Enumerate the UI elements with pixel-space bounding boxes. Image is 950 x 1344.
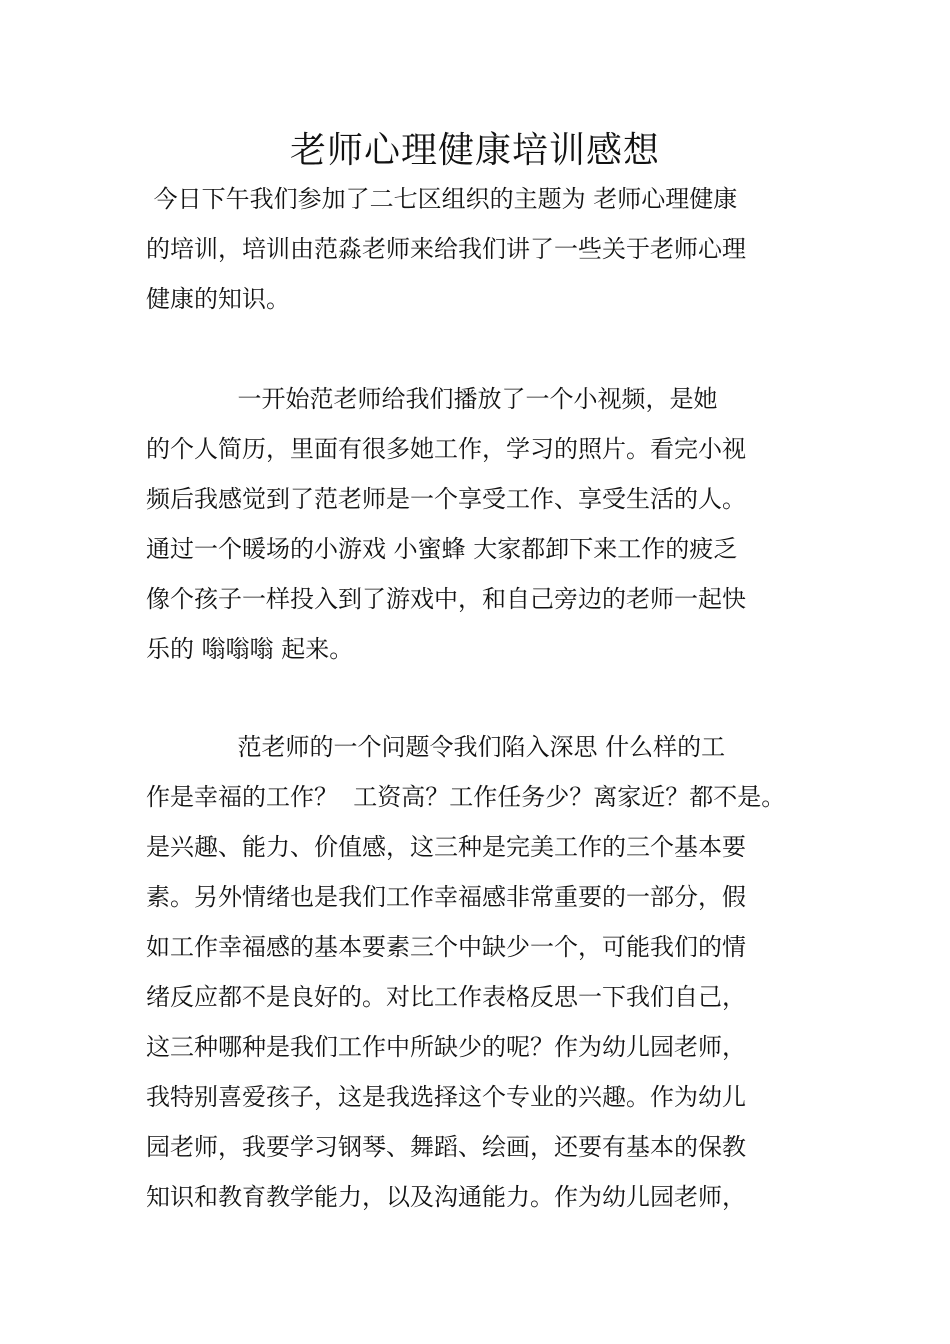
paragraph-3-line-7: 这三种哪种是我们工作中所缺少的呢？作为幼儿园老师， [146,1033,746,1061]
paragraph-3-line-1: 范老师的一个问题令我们陷入深思 什么样的工 [146,733,726,761]
paragraph-2-line-6: 乐的 嗡嗡嗡 起来。 [146,635,354,663]
paragraph-1-line-1: 今日下午我们参加了二七区组织的主题为 老师心理健康 [146,185,738,213]
paragraph-3-line-10: 知识和教育教学能力，以及沟通能力。作为幼儿园老师， [146,1183,746,1211]
paragraph-3-line-3: 是兴趣、能力、价值感，这三种是完美工作的三个基本要 [146,833,746,861]
paragraph-2-line-3: 频后我感觉到了范老师是一个享受工作、享受生活的人。 [146,485,746,513]
paragraph-2-line-5: 像个孩子一样投入到了游戏中，和自己旁边的老师一起快 [146,585,746,613]
paragraph-3-line-2: 作是幸福的工作？ 工资高？工作任务少？离家近？都不是。 [146,783,786,811]
paragraph-2-line-2: 的个人简历，里面有很多她工作，学习的照片。看完小视 [146,435,746,463]
paragraph-3-line-9: 园老师，我要学习钢琴、舞蹈、绘画，还要有基本的保教 [146,1133,746,1161]
paragraph-3-line-4: 素。另外情绪也是我们工作幸福感非常重要的一部分，假 [146,883,746,911]
paragraph-3-line-6: 绪反应都不是良好的。对比工作表格反思一下我们自己， [146,983,746,1011]
paragraph-2-line-1: 一开始范老师给我们播放了一个小视频，是她 [146,385,718,413]
paragraph-3-line-5: 如工作幸福感的基本要素三个中缺少一个，可能我们的情 [146,933,746,961]
paragraph-3-line-8: 我特别喜爱孩子，这是我选择这个专业的兴趣。作为幼儿 [146,1083,746,1111]
paragraph-1-line-2: 的培训，培训由范淼老师来给我们讲了一些关于老师心理 [146,235,746,263]
paragraph-2-line-4: 通过一个暖场的小游戏 小蜜蜂 大家都卸下来工作的疲乏 [146,535,738,563]
paragraph-1-line-3: 健康的知识。 [146,285,290,313]
document-title: 老师心理健康培训感想 [289,130,660,171]
